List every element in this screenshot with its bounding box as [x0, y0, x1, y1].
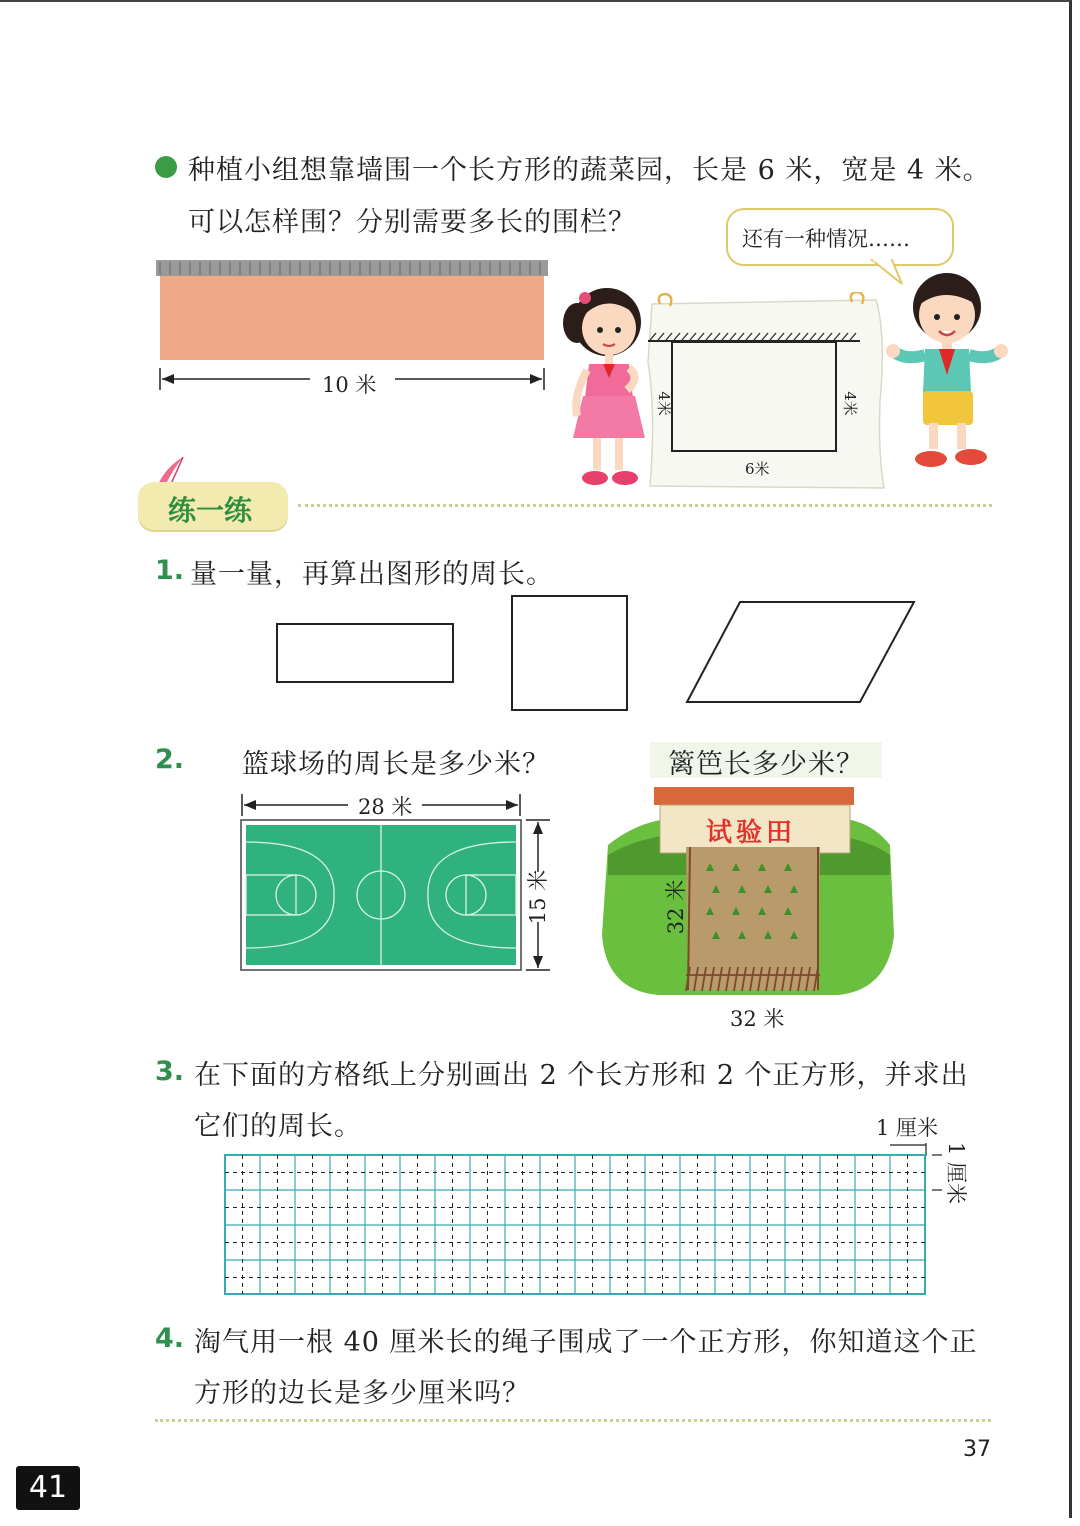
speech-bubble	[726, 208, 954, 266]
practice-badge	[138, 482, 288, 530]
q4-line-1: 淘气用一根 40 厘米长的绳子围成了一个正方形，你知道这个正	[194, 1327, 978, 1358]
wall-body	[160, 276, 544, 360]
q1-parallelogram	[687, 602, 914, 702]
practice-title: 练一练	[168, 494, 253, 527]
sketch-bottom-label: 6米	[745, 460, 770, 478]
bottom-divider	[155, 1419, 991, 1422]
field-side-label: 32 米	[664, 879, 689, 935]
q1-rectangle	[277, 624, 453, 682]
grid-paper	[220, 1140, 950, 1300]
page-number: 37	[963, 1437, 991, 1462]
court-width-label: 28 米	[358, 795, 413, 819]
q1-number: 1.	[155, 555, 185, 586]
speech-text: 还有一种情况……	[742, 227, 910, 251]
section-divider	[298, 504, 992, 507]
q4-number: 4.	[155, 1323, 185, 1354]
q1-text: 量一量，再算出图形的周长。	[190, 559, 554, 590]
field-sign: 试验田	[706, 818, 797, 848]
q3-line-2: 它们的周长。	[194, 1111, 362, 1142]
q1-square	[512, 596, 627, 710]
q2-right-title: 篱笆长多少米？	[650, 742, 882, 778]
sketch-left-label: 4米	[654, 391, 673, 416]
intro-line-2: 可以怎样围？分别需要多长的围栏？	[188, 207, 636, 238]
q3-number: 3.	[155, 1056, 185, 1087]
q2-left-title: 篮球场的周长是多少米？	[242, 749, 550, 780]
boy-character	[885, 265, 1010, 475]
q2-number: 2.	[155, 744, 185, 775]
page-badge: 41	[16, 1466, 80, 1510]
intro-line-1: 种植小组想靠墙围一个长方形的蔬菜园，长是 6 米，宽是 4 米。	[188, 155, 991, 186]
bullet-icon	[155, 156, 177, 178]
q1-shapes	[270, 590, 930, 718]
field-bottom-label: 32 米	[730, 1007, 785, 1031]
grid-unit-horizontal: 1 厘米	[876, 1116, 939, 1140]
grid-unit-vertical: 1 厘米	[944, 1141, 969, 1205]
q3-line-1: 在下面的方格纸上分别画出 2 个长方形和 2 个正方形，并求出	[194, 1060, 969, 1091]
court-height-label: 15 米	[526, 869, 551, 925]
wall-roof	[156, 260, 548, 276]
sketch-right-label: 4米	[840, 391, 859, 416]
wall-length-label: 10 米	[322, 373, 377, 397]
q4-line-2: 方形的边长是多少厘米吗？	[194, 1378, 530, 1409]
